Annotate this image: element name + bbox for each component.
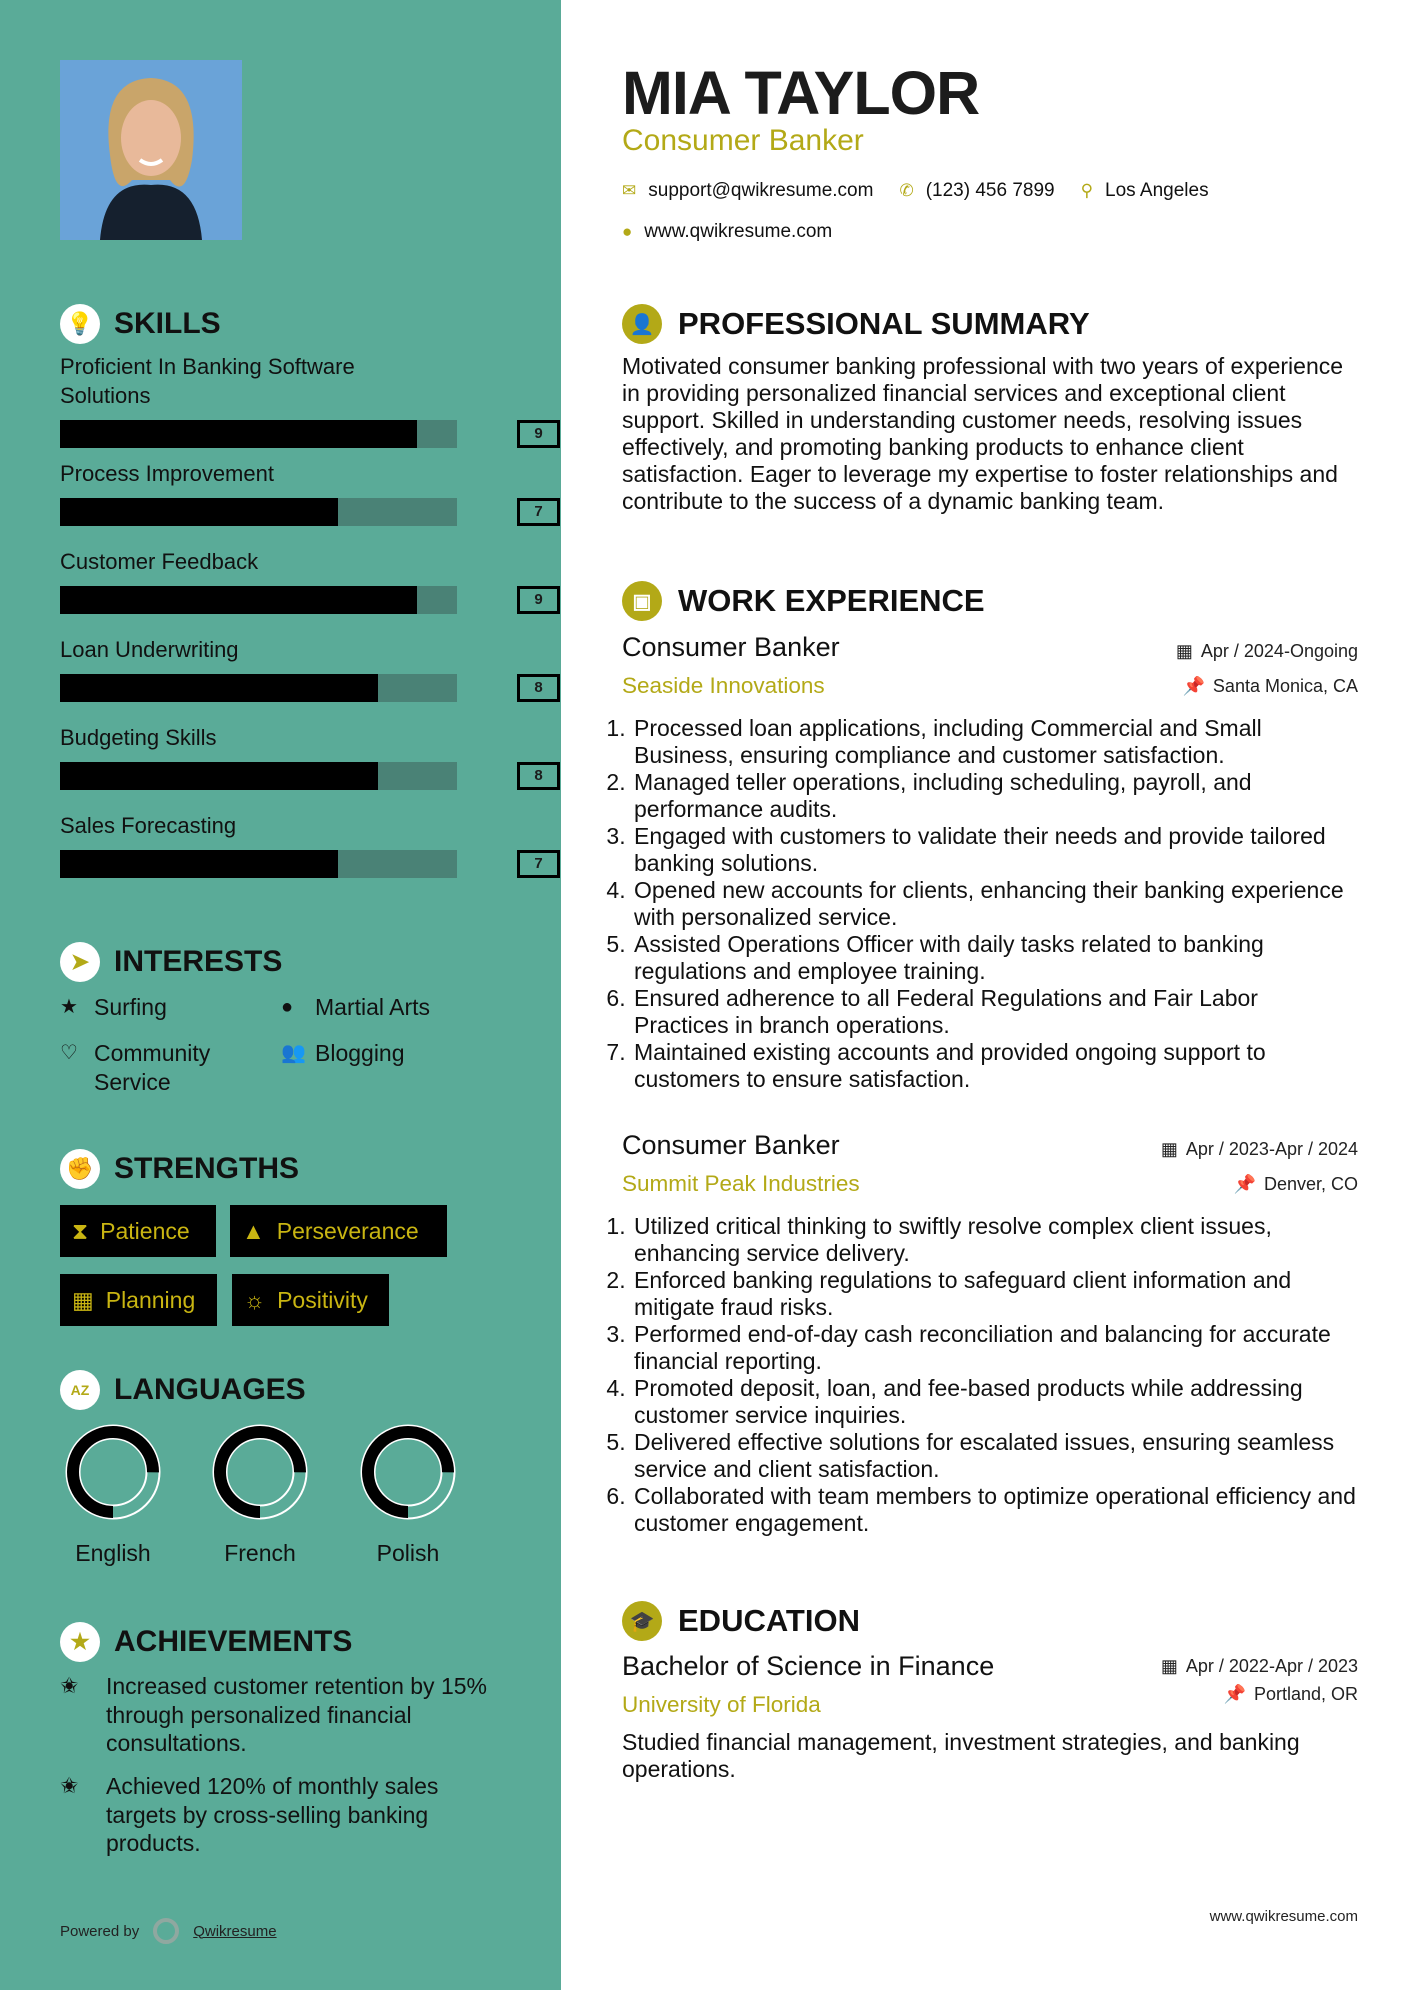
footer-website[interactable]: www.qwikresume.com — [1209, 1908, 1358, 1925]
job-bullets — [612, 715, 1358, 1093]
graduate-icon: 🎓 — [622, 1601, 662, 1641]
strengths-heading: ✊ STRENGTHS — [60, 1149, 299, 1189]
language-donut — [63, 1422, 163, 1527]
languages-heading: AZ LANGUAGES — [60, 1370, 306, 1410]
job-company: Seaside Innovations — [622, 673, 825, 698]
skill-bar-fill — [60, 586, 417, 614]
pin-icon: 📌 — [1233, 1174, 1256, 1194]
pin-icon: 📌 — [1182, 676, 1205, 696]
star-icon: ★ — [60, 996, 78, 1018]
job-bullet: 1. Processed loan applications, including Commercial and Small Business, ensuring compliance and customer satisfaction. — [632, 715, 1358, 769]
skill-item — [60, 811, 543, 878]
profile-photo — [60, 60, 242, 240]
job-bullet: 4. Promoted deposit, loan, and fee-based products while addressing customer service inquiries. — [632, 1375, 1358, 1429]
job-title: Consumer Banker — [622, 1130, 840, 1160]
skill-bar — [60, 586, 543, 614]
job-location: 📌 Denver, CO — [1233, 1174, 1358, 1194]
website-row — [622, 221, 832, 243]
skill-label: Proficient In Banking Software Solutions — [60, 354, 355, 408]
user-icon: 👤 — [622, 304, 662, 344]
road-icon: ▲ — [242, 1217, 265, 1244]
achievement-item: ✬ Achieved 120% of monthly sales targets by cross-selling banking products. — [60, 1773, 439, 1856]
job-bullet: 6. Collaborated with team members to optimize operational efficiency and customer engagement. — [632, 1483, 1358, 1537]
briefcase-icon: ▣ — [622, 581, 662, 621]
education-location: 📌 Portland, OR — [1223, 1684, 1358, 1704]
fist-icon: ✊ — [60, 1149, 100, 1189]
degree: Bachelor of Science in Finance — [622, 1651, 995, 1681]
skill-label: Process Improvement — [60, 461, 274, 486]
location-pin-icon: ⚲ — [1080, 181, 1094, 200]
interest-item: ★ Surfing — [60, 994, 167, 1020]
language-level-arc — [368, 1432, 448, 1512]
email-link[interactable]: support@qwikresume.com — [648, 180, 874, 201]
job-dates: ▦ Apr / 2023-Apr / 2024 — [1160, 1139, 1358, 1159]
job-company: Summit Peak Industries — [622, 1171, 860, 1196]
email-icon: ✉ — [622, 181, 637, 200]
job-bullet: 1. Utilized critical thinking to swiftly resolve complex client issues, enhancing service delivery. — [632, 1213, 1358, 1267]
calendar-icon: ▦ — [1175, 641, 1193, 661]
skill-item — [60, 547, 543, 614]
language-label: French — [224, 1540, 296, 1566]
skill-label: Sales Forecasting — [60, 813, 237, 838]
pin-icon: 📌 — [1223, 1684, 1246, 1704]
education-dates: ▦ Apr / 2022-Apr / 2023 — [1160, 1656, 1358, 1676]
skill-score: 9 — [517, 586, 560, 614]
language-label: English — [75, 1540, 151, 1566]
skill-bar — [60, 420, 543, 448]
language-donut — [210, 1422, 310, 1527]
language-icon: AZ — [60, 1370, 100, 1410]
interest-item: 👥 Blogging — [281, 1040, 405, 1066]
candidate-name: MIA TAYLOR — [622, 59, 980, 127]
job-location: 📌 Santa Monica, CA — [1182, 676, 1358, 696]
job-bullet: 7. Maintained existing accounts and provided ongoing support to customers to ensure satisfaction. — [632, 1039, 1358, 1093]
phone-icon: ✆ — [899, 181, 914, 200]
strength-chip: ☼ Positivity — [232, 1274, 389, 1326]
qwikresume-link[interactable]: Qwikresume — [193, 1922, 277, 1940]
star-icon: ✬ — [60, 1773, 79, 1798]
skill-item — [60, 723, 543, 790]
skill-score: 9 — [517, 420, 560, 448]
calendar-icon: ▦ — [1160, 1139, 1178, 1159]
skill-bar-fill — [60, 420, 417, 448]
job-bullet: 6. Ensured adherence to all Federal Regulations and Fair Labor Practices in branch operations. — [632, 985, 1358, 1039]
job-bullet: 5. Assisted Operations Officer with daily tasks related to banking regulations and employee training. — [632, 931, 1358, 985]
skill-item — [60, 635, 543, 702]
skill-bar-fill — [60, 674, 378, 702]
powered-by: Powered by Qwikresume — [60, 1918, 277, 1944]
globe-icon: ● — [622, 222, 633, 241]
skill-score: 7 — [517, 498, 560, 526]
interest-item: ♡ Community Service — [60, 1040, 211, 1095]
star-icon: ✬ — [60, 1673, 79, 1698]
education-description: Studied financial management, investment strategies, and banking operations. — [622, 1729, 1300, 1782]
candidate-title: Consumer Banker — [622, 124, 864, 157]
job-bullet: 2. Managed teller operations, including scheduling, payroll, and performance audits. — [632, 769, 1358, 823]
education-heading: 🎓 EDUCATION — [622, 1601, 860, 1641]
skill-label: Loan Underwriting — [60, 637, 239, 662]
sun-icon: ☼ — [244, 1286, 266, 1313]
job-title: Consumer Banker — [622, 632, 840, 662]
skill-bar-fill — [60, 850, 338, 878]
achievements-heading: ★ ACHIEVEMENTS — [60, 1622, 352, 1662]
job-dates: ▦ Apr / 2024-Ongoing — [1175, 641, 1358, 661]
location-text: Los Angeles — [1105, 180, 1209, 201]
paper-plane-icon: ➤ — [60, 942, 100, 982]
interest-item: ● Martial Arts — [281, 994, 431, 1020]
strength-chip: ⧗ Patience — [60, 1205, 216, 1257]
website-link[interactable]: www.qwikresume.com — [644, 221, 833, 242]
skills-heading: 💡 SKILLS — [60, 304, 221, 344]
strength-chip: ▲ Perseverance — [230, 1205, 447, 1257]
phone-text: (123) 456 7899 — [925, 180, 1055, 201]
strength-chip: ▦ Planning — [60, 1274, 217, 1326]
job-bullet: 5. Delivered effective solutions for escalated issues, ensuring seamless service and client satisfaction. — [632, 1429, 1358, 1483]
skill-bar-fill — [60, 762, 378, 790]
contact-row — [622, 180, 1209, 202]
job-bullet: 2. Enforced banking regulations to safeguard client information and mitigate fraud risks. — [632, 1267, 1358, 1321]
skill-bar — [60, 850, 543, 878]
calendar-icon: ▦ — [72, 1286, 94, 1313]
skill-label: Customer Feedback — [60, 549, 259, 574]
users-icon: 👥 — [281, 1042, 306, 1064]
school: University of Florida — [622, 1692, 821, 1717]
skill-score: 8 — [517, 762, 560, 790]
lightbulb-icon: 💡 — [60, 304, 100, 344]
job-bullet: 3. Performed end-of-day cash reconciliation and balancing for accurate financial reporting. — [632, 1321, 1358, 1375]
language-label: Polish — [376, 1540, 440, 1566]
achievement-item: ✬ Increased customer retention by 15% through personalized financial consultations. — [60, 1673, 487, 1756]
star-badge-icon: ★ — [60, 1622, 100, 1662]
skill-score: 8 — [517, 674, 560, 702]
language-level-arc — [73, 1432, 153, 1512]
skill-bar-fill — [60, 498, 338, 526]
language-level-arc — [220, 1432, 300, 1512]
skill-item — [60, 459, 543, 526]
job-bullets — [612, 1213, 1358, 1537]
skill-score: 7 — [517, 850, 560, 878]
work-heading: ▣ WORK EXPERIENCE — [622, 581, 985, 621]
summary-heading: 👤 PROFESSIONAL SUMMARY — [622, 304, 1090, 344]
language-donut — [358, 1422, 458, 1527]
globe-icon: ● — [281, 996, 294, 1018]
heart-icon: ♡ — [60, 1042, 78, 1064]
interests-heading: ➤ INTERESTS — [60, 942, 282, 982]
skill-bar — [60, 762, 543, 790]
skill-bar — [60, 498, 543, 526]
skill-item — [60, 352, 543, 448]
skill-bar — [60, 674, 543, 702]
skill-label: Budgeting Skills — [60, 725, 217, 750]
qwikresume-logo-icon — [153, 1918, 179, 1944]
summary-text: Motivated consumer banking professional with two years of experience in providing personalized financial services and exceptional client support. Skilled in understanding customer needs, resolving issues effectively, and promoting banking products to enhance client satisfaction. Eager to leverage my expertise to foster relationships and contribute to the success of a dynamic banking team. — [622, 353, 1344, 514]
hourglass-icon: ⧗ — [72, 1217, 89, 1244]
job-bullet: 4. Opened new accounts for clients, enhancing their banking experience with personalized service. — [632, 877, 1358, 931]
job-bullet: 3. Engaged with customers to validate their needs and provide tailored banking solutions. — [632, 823, 1358, 877]
calendar-icon: ▦ — [1160, 1656, 1178, 1676]
